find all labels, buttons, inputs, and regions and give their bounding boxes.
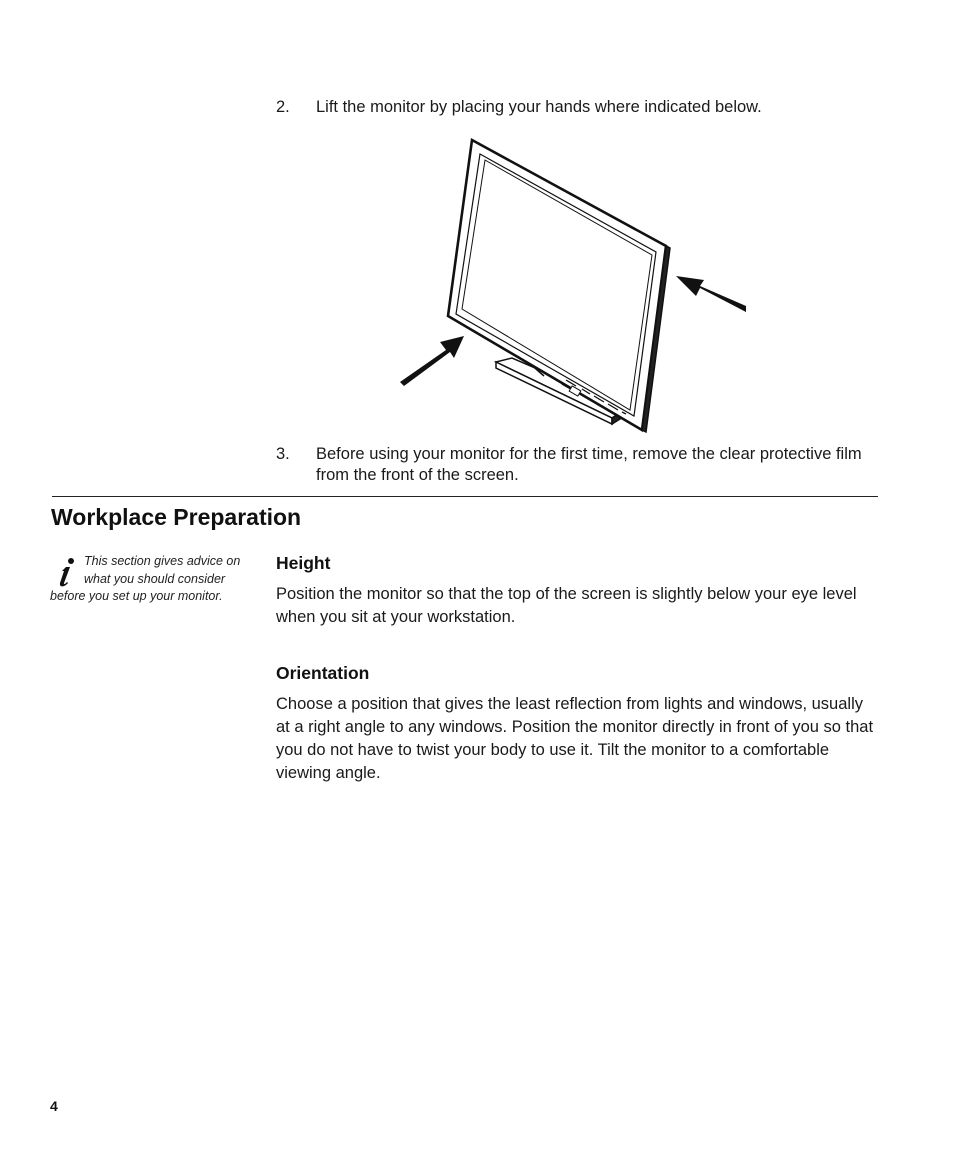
page-number: 4	[50, 1098, 58, 1114]
height-paragraph: Position the monitor so that the top of the screen is slightly below your eye level when you sit at your workstation.	[276, 585, 857, 626]
section-divider	[52, 496, 878, 497]
section-title: Workplace Preparation	[51, 504, 302, 530]
step-number: 3.	[276, 445, 290, 463]
step-text: Before using your monitor for the first time, remove the clear protective film from the front of the screen.	[316, 445, 862, 484]
orientation-heading: Orientation	[276, 663, 370, 683]
margin-note-line-3: before you set up your monitor.	[50, 589, 223, 603]
margin-note-line-2: what you should consider	[84, 571, 226, 586]
height-heading: Height	[276, 553, 331, 573]
margin-note	[50, 553, 260, 613]
margin-note-text	[50, 553, 255, 606]
monitor-lift-illustration	[390, 136, 760, 436]
step-text: Lift the monitor by placing your hands where indicated below.	[316, 98, 762, 116]
orientation-paragraph: Choose a position that gives the least reflection from lights and windows, usually at a right angle to any windows. Position the monitor directly in front of you so that you do not have to twist your body to use it. Tilt the monitor to a comfortable viewing angle.	[276, 695, 874, 782]
step-number: 2.	[276, 98, 290, 116]
margin-note-line-1: This section gives advice on	[84, 554, 241, 568]
